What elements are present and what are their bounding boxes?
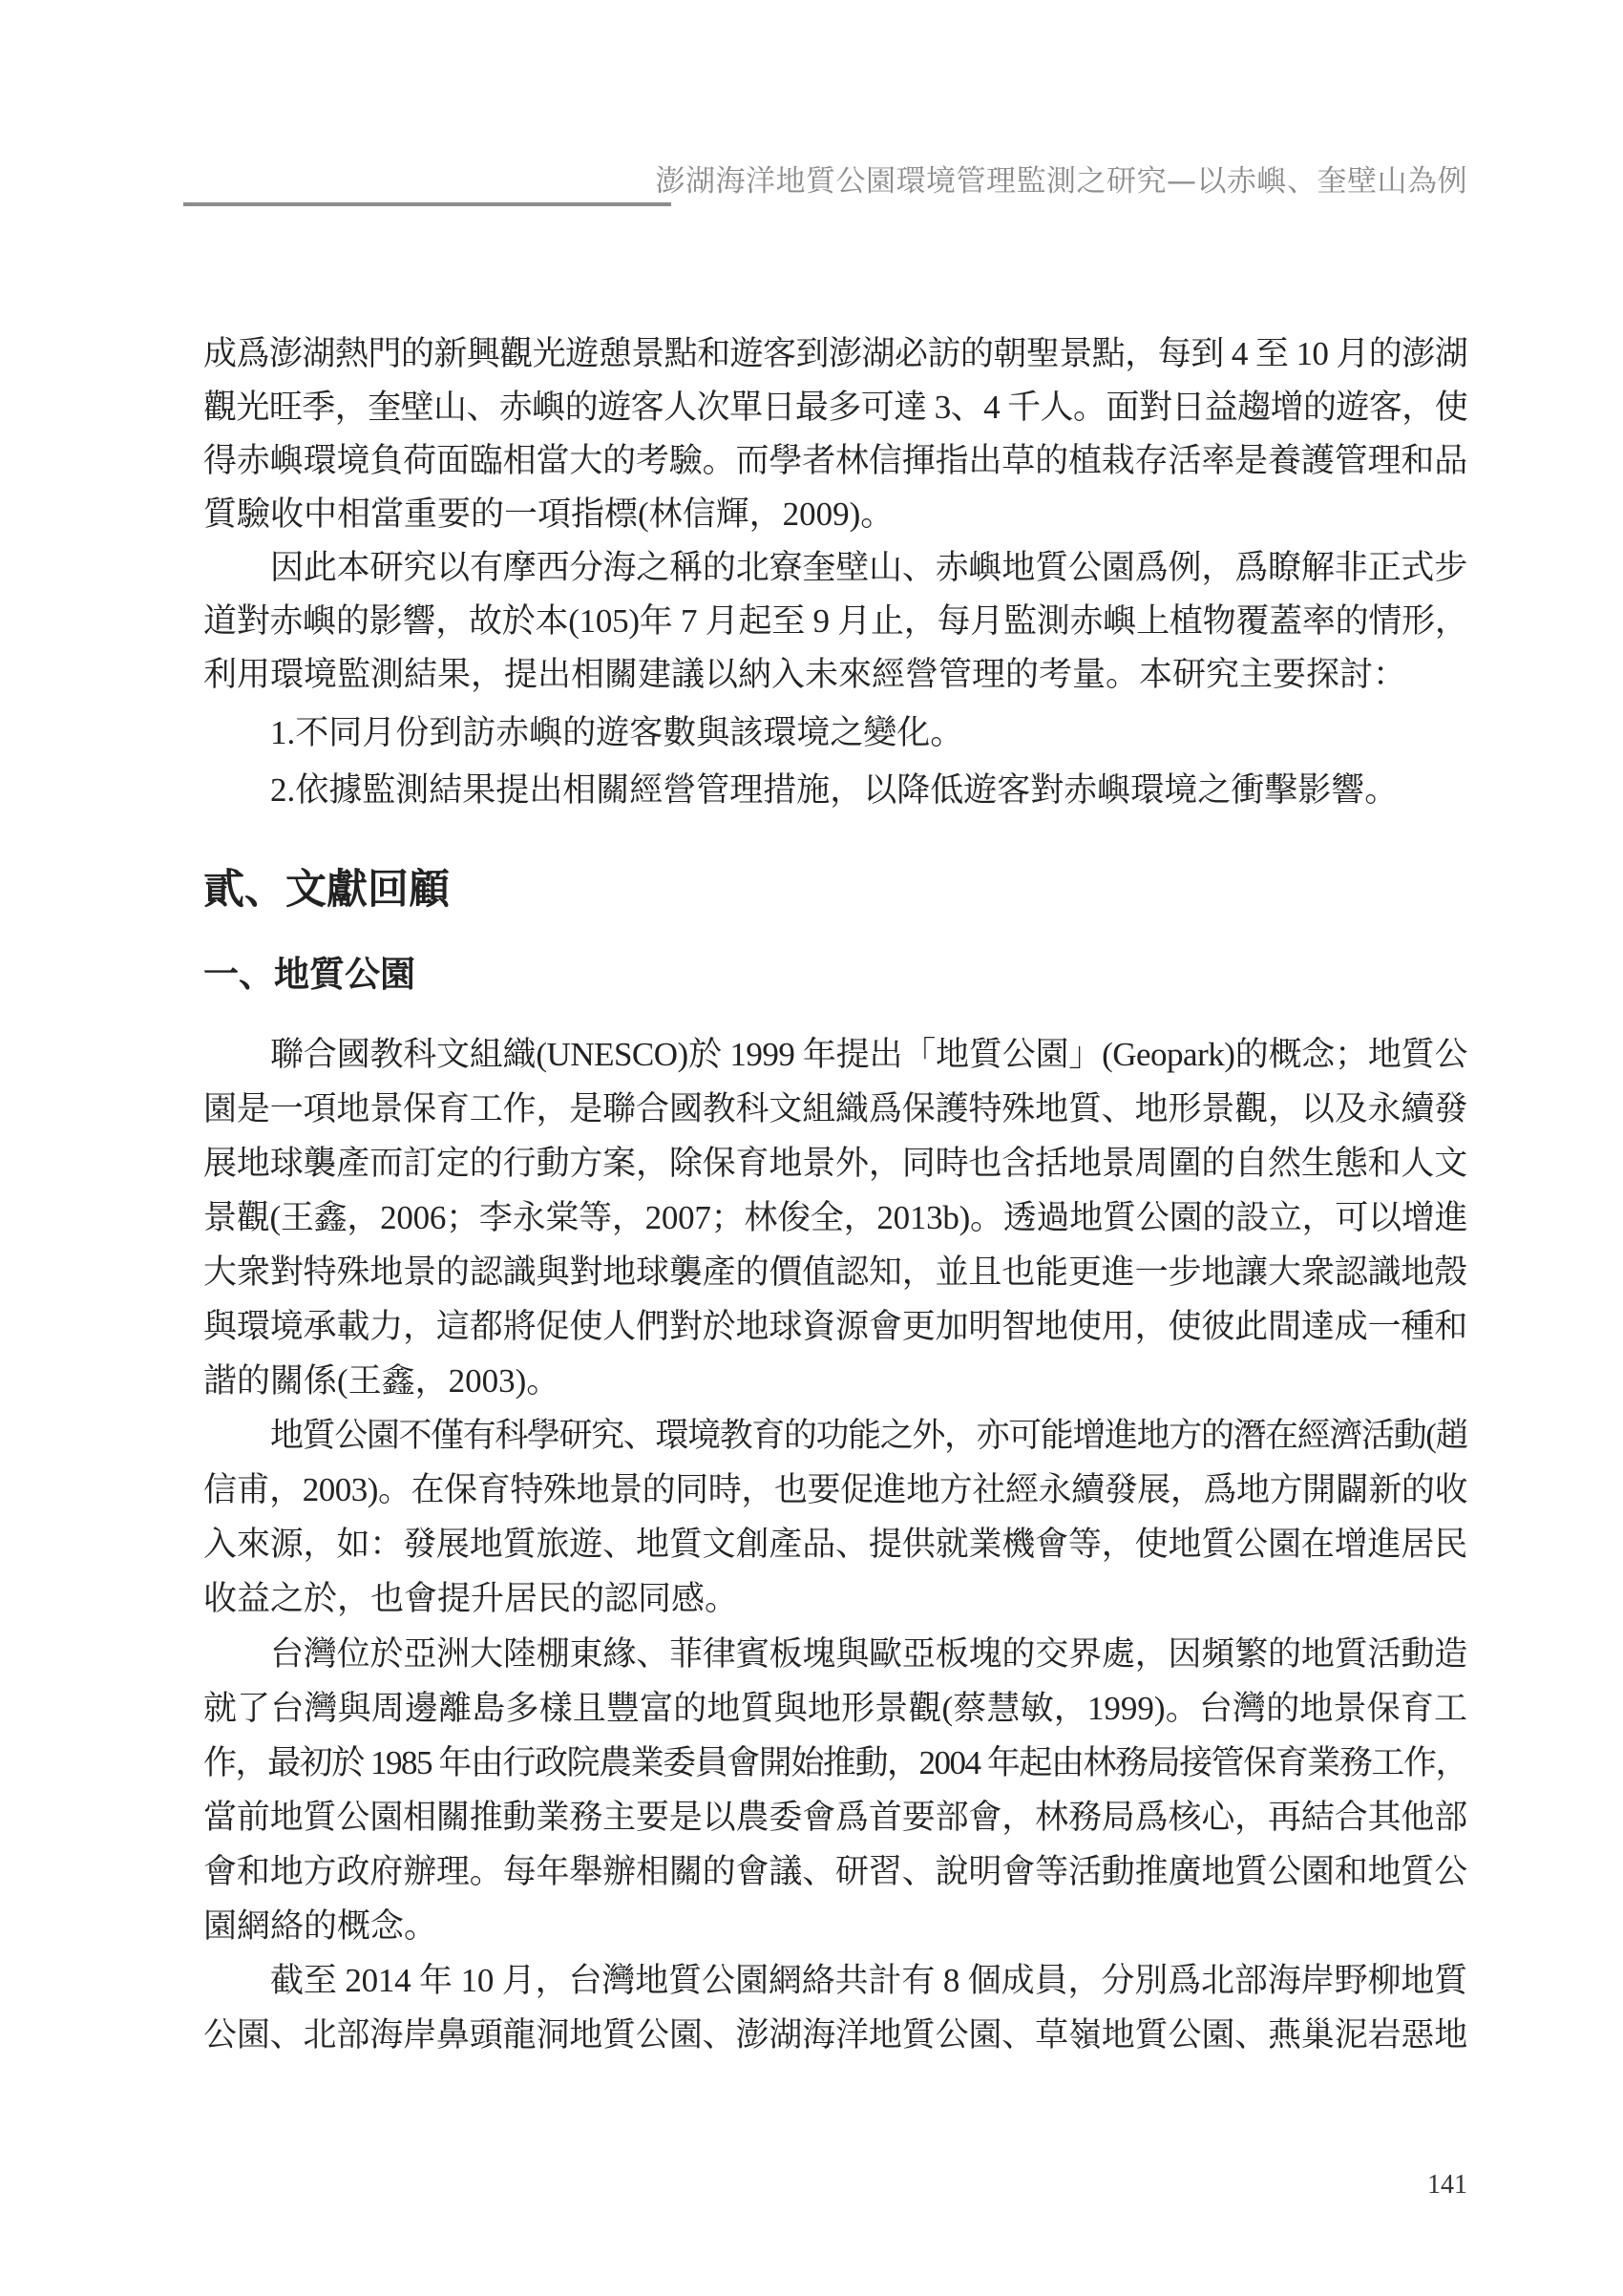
paragraph-line: 地質公園不僅有科學研究、環境教育的功能之外，亦可能增進地方的潛在經濟活動(趙 [270,1417,1467,1454]
paragraph-line: 公園、北部海岸鼻頭龍洞地質公園、澎湖海洋地質公園、草嶺地質公園、燕巢泥岩惡地 [203,2016,1467,2054]
paragraph-line: 得赤嶼環境負荷面臨相當大的考驗。而學者林信揮指出草的植栽存活率是養護管理和品 [203,442,1467,479]
paragraph-line: 會和地方政府辦理。每年舉辦相關的會議、研習、說明會等活動推廣地質公園和地質公 [203,1853,1467,1890]
paragraph-line: 展地球襲產而訂定的行動方案，除保育地景外，同時也含括地景周圍的自然生態和人文 [203,1145,1467,1182]
paragraph-line: 成爲澎湖熱門的新興觀光遊憩景點和遊客到澎湖必訪的朝聖景點，每到 4 至 10 月的澎湖 [203,335,1467,372]
section-heading: 貳、文獻回顧 [203,868,450,913]
list-item: 1.不同月份到訪赤嶼的遊客數與該環境之變化。 [270,714,964,751]
paragraph-line: 與環境承載力，這都將促使人們對於地球資源會更加明智地使用，使彼此間達成一種和 [203,1308,1467,1345]
paragraph-line: 因此本研究以有摩西分海之稱的北寮奎壁山、赤嶼地質公園爲例，爲瞭解非正式步 [270,549,1467,586]
paragraph-line: 諧的關係(王鑫，2003)。 [203,1362,560,1400]
running-header-title: 澎湖海洋地質公園環境管理監測之研究—以赤嶼、奎壁山為例 [655,164,1467,199]
paragraph-line: 道對赤嶼的影響，故於本(105)年 7 月起至 9 月止，每月監測赤嶼上植物覆蓋率的情形， [203,602,1468,640]
paragraph-line: 當前地質公園相關推動業務主要是以農委會爲首要部會，林務局爲核心，再結合其他部 [203,1799,1467,1836]
paragraph-line: 景觀(王鑫，2006；李永棠等，2007；林俊全，2013b)。透過地質公園的設立，可以增進 [203,1199,1468,1236]
paragraph-line: 大衆對特殊地景的認識與對地球襲產的價值認知，並且也能更進一步地讓大衆認識地殼 [203,1253,1467,1291]
paragraph-line: 利用環境監測結果，提出相關建議以納入未來經營管理的考量。本研究主要探討： [203,656,1407,693]
paragraph-line: 收益之於，也會提升居民的認同感。 [203,1580,739,1617]
page-number: 141 [1427,2170,1467,2200]
header-rule [183,202,671,206]
subsection-heading: 一、地質公園 [203,956,415,995]
paragraph-line: 園是一項地景保育工作，是聯合國教科文組織爲保護特殊地質、地形景觀，以及永續發 [203,1090,1467,1127]
paragraph-line: 就了台灣與周邊離島多樣且豐富的地質與地形景觀(蔡慧敏，1999)。台灣的地景保育工 [203,1690,1467,1727]
paragraph-line: 入來源，如：發展地質旅遊、地質文創產品、提供就業機會等，使地質公園在增進居民 [203,1526,1467,1563]
paragraph-line: 截至 2014 年 10 月，台灣地質公園網絡共計有 8 個成員，分別爲北部海岸野柳地質 [270,1962,1467,1999]
paragraph-line: 觀光旺季，奎壁山、赤嶼的遊客人次單日最多可達 3、4 千人。面對日益趨增的遊客，使 [203,389,1467,426]
paragraph-line: 聯合國教科文組織(UNESCO)於 1999 年提出「地質公園」(Geopark)的概念；地質公 [270,1036,1467,1073]
paragraph-line: 作，最初於 1985 年由行政院農業委員會開始推動，2004 年起由林務局接管保育業務工作， [203,1744,1467,1781]
list-item: 2.依據監測結果提出相關經營管理措施，以降低遊客對赤嶼環境之衝擊影響。 [270,771,1399,809]
paragraph-line: 園網絡的概念。 [203,1907,438,1945]
paragraph-line: 質驗收中相當重要的一項指標(林信輝，2009)。 [203,495,895,533]
paragraph-line: 台灣位於亞洲大陸棚東緣、菲律賓板塊與歐亞板塊的交界處，因頻繁的地質活動造 [270,1635,1467,1673]
paragraph-line: 信甫，2003)。在保育特殊地景的同時，也要促進地方社經永續發展，爲地方開闢新的收 [203,1471,1467,1508]
